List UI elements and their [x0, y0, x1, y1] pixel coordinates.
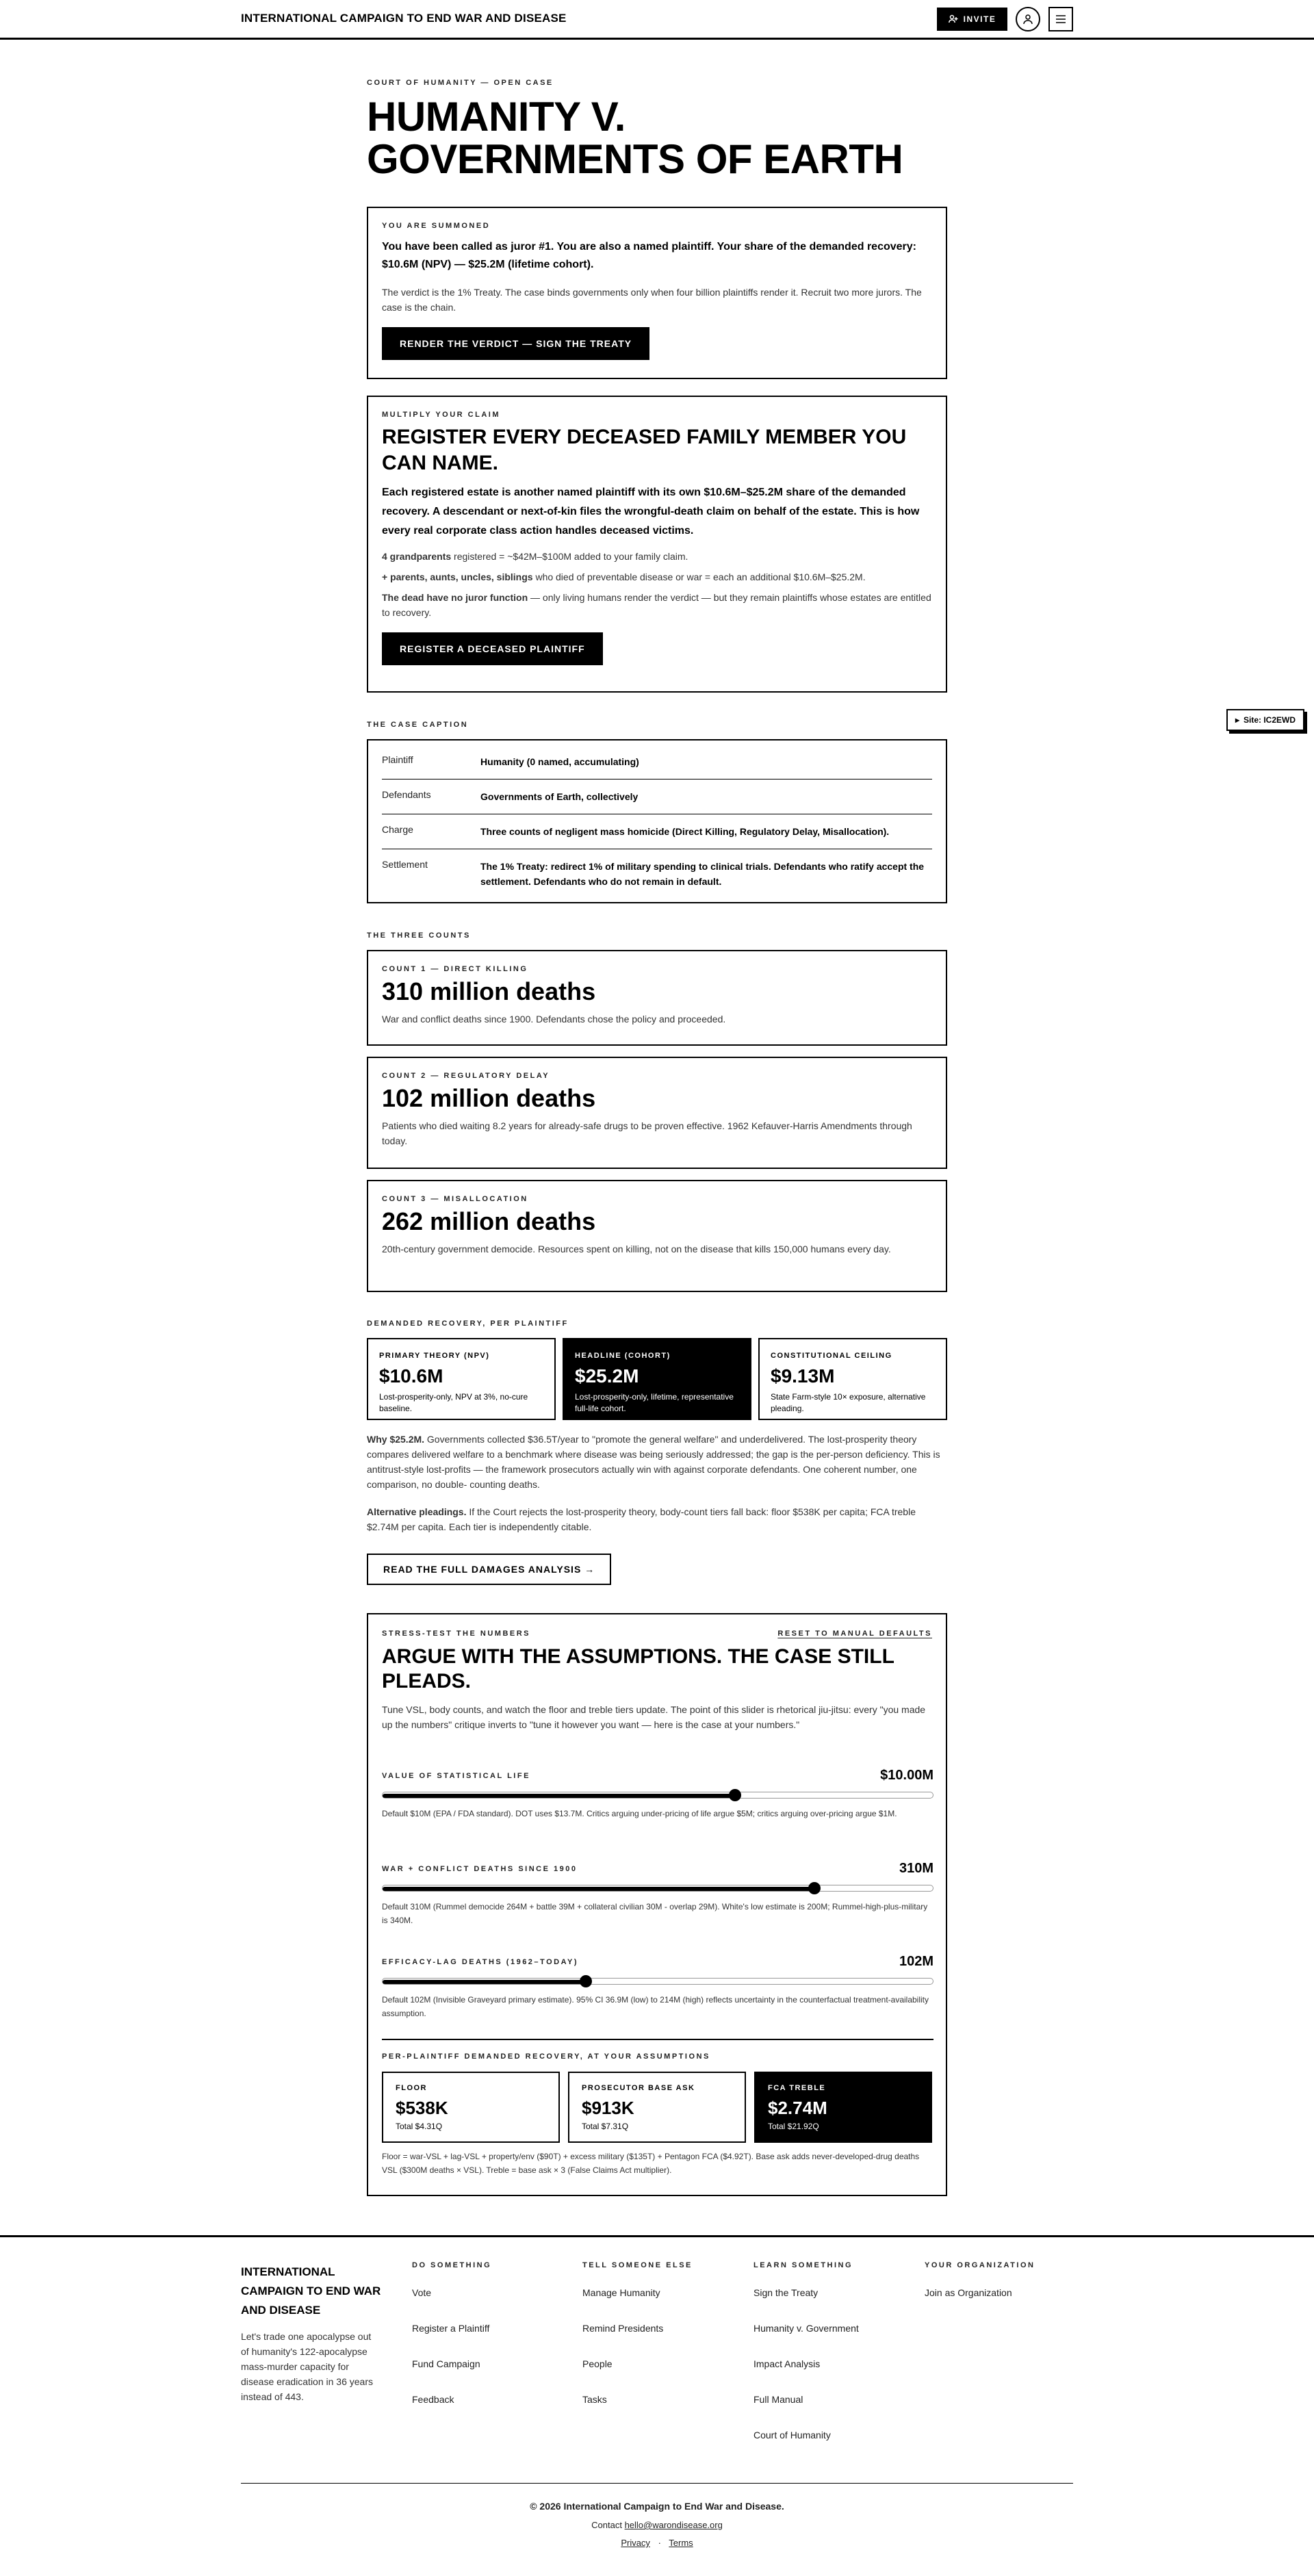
- stress-title: ARGUE WITH THE ASSUMPTIONS. THE CASE STILL PLEADS.: [382, 1645, 894, 1692]
- footer-link[interactable]: Sign the Treaty: [753, 2287, 819, 2298]
- tier-amount: $10.6M: [379, 1365, 443, 1387]
- slider-value: 310M: [899, 1861, 933, 1876]
- why-paragraph: [367, 1432, 947, 1492]
- multiply-line-1-text: registered = ~$42M–$100M added to your family claim.: [451, 551, 688, 562]
- slider-note: Default 310M (Rummel democide 264M + battle 39M + collateral civilian 30M - overlap 29M). White's low estimate is 200M; Rummel-high-plus-military is 340M.: [382, 1902, 928, 1925]
- slider-note: Default $10M (EPA / FDA standard). DOT uses $13.7M. Critics arguing under-pricing of life argue $5M; critics arguing over-pricing argue $1M.: [382, 1809, 897, 1818]
- privacy-link[interactable]: Privacy: [621, 2538, 650, 2548]
- tier-card-primary: [367, 1338, 556, 1420]
- footer-link[interactable]: Vote: [412, 2287, 432, 2298]
- legal-separator: ·: [658, 2538, 661, 2548]
- page-title-line1: HUMANITY V.: [367, 94, 626, 140]
- slider-thumb[interactable]: [808, 1882, 821, 1894]
- result-card-treble: [754, 2072, 932, 2143]
- tier-amount: $25.2M: [575, 1365, 639, 1387]
- alternative-text: If the Court rejects the lost-prosperity theory, body-count tiers fall back: floor $538K per capita; FCA treble $2.74M per capita. Each tier is independently citable.: [367, 1506, 916, 1532]
- slider-label: WAR + CONFLICT DEATHS SINCE 1900: [382, 1864, 578, 1873]
- tier-label: CONSTITUTIONAL CEILING: [771, 1352, 892, 1360]
- footer-link[interactable]: Humanity v. Government: [753, 2323, 859, 2334]
- result-total: Total $7.31Q: [582, 2122, 629, 2131]
- footer-column-title: DO SOMETHING: [412, 2261, 492, 2269]
- result-total: Total $4.31Q: [396, 2122, 443, 2131]
- hero-kicker: COURT OF HUMANITY — OPEN CASE: [367, 79, 554, 87]
- contact-line: [0, 2520, 1314, 2530]
- footer-column-title: YOUR ORGANIZATION: [925, 2261, 1035, 2269]
- invite-label: INVITE: [963, 14, 996, 24]
- menu-button[interactable]: [1048, 7, 1073, 31]
- stress-kicker: STRESS-TEST THE NUMBERS: [382, 1630, 531, 1638]
- caption-kicker: THE CASE CAPTION: [367, 721, 469, 729]
- footer-link[interactable]: Tasks: [582, 2394, 607, 2405]
- page-title: [367, 96, 903, 181]
- footer-brand[interactable]: INTERNATIONAL CAMPAIGN TO END WAR AND DISEASE: [241, 2265, 381, 2317]
- footer-column-your-organization: [925, 2261, 1075, 2323]
- footer-link[interactable]: Court of Humanity: [753, 2430, 831, 2440]
- multiply-line-3: [382, 590, 932, 620]
- count-card-2: [367, 1057, 947, 1169]
- footer-link[interactable]: Register a Plaintiff: [412, 2323, 490, 2334]
- footer-link[interactable]: Manage Humanity: [582, 2287, 660, 2298]
- recovery-kicker: DEMANDED RECOVERY, PER PLAINTIFF: [367, 1319, 569, 1328]
- result-card-floor: [382, 2072, 560, 2143]
- slider-track[interactable]: [382, 1978, 933, 1985]
- add-user-icon: [949, 14, 958, 24]
- tier-label: PRIMARY THEORY (NPV): [379, 1352, 490, 1360]
- count-kicker: COUNT 2 — REGULATORY DELAY: [382, 1072, 550, 1080]
- footer-column-do-something: [412, 2261, 563, 2430]
- multiply-line-3-text: — only living humans render the verdict — but they remain plaintiffs whose estates are entitled to recovery.: [382, 592, 931, 618]
- footer-tagline: Let's trade one apocalypse out of humanity's 122-apocalypse mass-murder capacity for disease eradication in 36 years instead of 443.: [241, 2331, 374, 2402]
- slider-war-deaths: [382, 1861, 933, 1927]
- copyright-divider: [241, 2483, 1073, 2484]
- caption-value: The 1% Treaty: redirect 1% of military spending to clinical trials. Defendants who ratify accept the settlement. Defendants who do not remain in default.: [480, 861, 925, 887]
- multiply-line-2: [382, 569, 932, 584]
- slider-fill: [383, 1980, 586, 1984]
- invite-button[interactable]: [937, 8, 1007, 31]
- why-bold: Why $25.2M.: [367, 1434, 425, 1445]
- counts-kicker: THE THREE COUNTS: [367, 931, 471, 940]
- count-description: 20th-century government democide. Resources spent on killing, not on the disease that kills 150,000 humans every day.: [382, 1244, 891, 1254]
- results-kicker: PER-PLAINTIFF DEMANDED RECOVERY, AT YOUR ASSUMPTIONS: [382, 2052, 710, 2061]
- contact-email-link[interactable]: hello@warondisease.org: [624, 2520, 723, 2530]
- slider-fill: [383, 1794, 735, 1798]
- result-amount: $913K: [582, 2098, 634, 2118]
- recovery-tiers: [367, 1338, 947, 1420]
- slider-vsl: [382, 1768, 933, 1820]
- caption-value: Three counts of negligent mass homicide (Direct Killing, Regulatory Delay, Misallocation).: [480, 826, 890, 837]
- result-card-base-ask: [568, 2072, 746, 2143]
- footer-column-title: TELL SOMEONE ELSE: [582, 2261, 693, 2269]
- tier-label: HEADLINE (COHORT): [575, 1352, 671, 1360]
- tier-card-ceiling: [758, 1338, 947, 1420]
- slider-track[interactable]: [382, 1885, 933, 1892]
- hamburger-icon: [1056, 15, 1066, 23]
- register-deceased-button[interactable]: REGISTER A DECEASED PLAINTIFF: [382, 632, 603, 665]
- reset-defaults-link[interactable]: RESET TO MANUAL DEFAULTS: [777, 1630, 932, 1638]
- slider-note: Default 102M (Invisible Graveyard primary estimate). 95% CI 36.9M (low) to 214M (high) reflects uncertainty in the counterfactual treatment-availability assumption.: [382, 1995, 929, 2018]
- multiply-line-2-bold: + parents, aunts, uncles, siblings: [382, 571, 533, 582]
- caption-value: Humanity (0 named, accumulating): [480, 756, 639, 767]
- case-caption-table: [367, 739, 947, 903]
- count-deaths: 262 million deaths: [382, 1207, 596, 1235]
- result-amount: $2.74M: [768, 2098, 827, 2118]
- site-badge[interactable]: [1226, 709, 1304, 731]
- caption-label: Settlement: [382, 859, 428, 870]
- tier-description: Lost-prosperity-only, NPV at 3%, no-cure baseline.: [379, 1392, 528, 1413]
- summons-kicker: YOU ARE SUMMONED: [382, 222, 491, 230]
- terms-link[interactable]: Terms: [669, 2538, 693, 2548]
- tier-description: Lost-prosperity-only, lifetime, representative full-life cohort.: [575, 1392, 734, 1413]
- arrow-right-icon: ▸: [1235, 715, 1239, 725]
- tier-description: State Farm-style 10× exposure, alternative pleading.: [771, 1392, 926, 1413]
- caption-label: Plaintiff: [382, 754, 413, 765]
- result-label: PROSECUTOR BASE ASK: [582, 2084, 695, 2092]
- legal-links: [0, 2538, 1314, 2548]
- multiply-line-1-bold: 4 grandparents: [382, 551, 452, 562]
- user-icon: [1022, 14, 1033, 25]
- footer-column-tell-someone: [582, 2261, 733, 2430]
- formula-note: Floor = war-VSL + lag-VSL + property/env ($90T) + excess military ($135T) + Pentagon FCA ($4.92T). Base ask adds never-developed-drug deaths VSL ($300M deaths × VSL). Treble = base ask × 3 (False Claims Act multiplier).: [382, 2152, 920, 2175]
- multiply-line-1: [382, 549, 932, 564]
- summons-card: [367, 207, 947, 379]
- footer-link[interactable]: Impact Analysis: [753, 2358, 821, 2369]
- contact-prefix: Contact: [591, 2520, 625, 2530]
- multiply-kicker: MULTIPLY YOUR CLAIM: [382, 411, 500, 419]
- site-badge-label: Site: IC2EWD: [1244, 715, 1296, 725]
- slider-thumb[interactable]: [580, 1975, 592, 1987]
- count-card-3: [367, 1180, 947, 1292]
- result-label: FCA TREBLE: [768, 2084, 826, 2092]
- slider-value: 102M: [899, 1954, 933, 1969]
- page-title-line2: GOVERNMENTS OF EARTH: [367, 136, 903, 182]
- alternative-bold: Alternative pleadings.: [367, 1506, 467, 1517]
- count-deaths: 102 million deaths: [382, 1084, 596, 1112]
- result-total: Total $21.92Q: [768, 2122, 819, 2131]
- multiply-lead: Each registered estate is another named plaintiff with its own $10.6M–$25.2M share of the demanded recovery. A descendant or next-of-kin files the wrongful-death claim on behalf of the estate. This is how every real corporate class action handles deceased victims.: [382, 487, 920, 537]
- multiply-claim-card: [367, 396, 947, 693]
- multiply-line-3-bold: The dead have no juror function: [382, 592, 528, 603]
- result-label: FLOOR: [396, 2084, 427, 2092]
- top-nav: [0, 0, 1314, 40]
- results-tiers: [382, 2072, 933, 2143]
- copyright-text: © 2026 International Campaign to End War and Disease.: [530, 2501, 784, 2512]
- sign-treaty-button[interactable]: RENDER THE VERDICT — SIGN THE TREATY: [382, 327, 649, 360]
- account-button[interactable]: [1016, 7, 1040, 31]
- caption-value: Governments of Earth, collectively: [480, 791, 639, 802]
- slider-efficacy-lag: [382, 1954, 933, 2020]
- count-kicker: COUNT 1 — DIRECT KILLING: [382, 965, 528, 973]
- count-description: War and conflict deaths since 1900. Defendants chose the policy and proceeded.: [382, 1014, 726, 1025]
- summons-body: The verdict is the 1% Treaty. The case binds governments only when four billion plaintiffs render it. Recruit two more jurors. The case is the chain.: [382, 287, 922, 313]
- caption-row-charge: [382, 814, 932, 849]
- count-kicker: COUNT 3 — MISALLOCATION: [382, 1195, 528, 1203]
- results-divider: [382, 2039, 933, 2040]
- multiply-line-2-text: who died of preventable disease or war = each an additional $10.6M–$25.2M.: [532, 571, 866, 582]
- slider-label: EFFICACY-LAG DEATHS (1962–TODAY): [382, 1957, 579, 1966]
- site-brand[interactable]: INTERNATIONAL CAMPAIGN TO END WAR AND DISEASE: [241, 12, 567, 25]
- footer-link[interactable]: Fund Campaign: [412, 2358, 480, 2369]
- footer-link[interactable]: People: [582, 2358, 613, 2369]
- footer-link[interactable]: Feedback: [412, 2394, 454, 2405]
- slider-value: $10.00M: [880, 1768, 933, 1783]
- caption-label: Charge: [382, 824, 413, 835]
- count-description: Patients who died waiting 8.2 years for already-safe drugs to be proven effective. 1962 Kefauver-Harris Amendments through today.: [382, 1120, 912, 1146]
- alternative-paragraph: [367, 1504, 947, 1534]
- slider-label: VALUE OF STATISTICAL LIFE: [382, 1771, 530, 1780]
- stress-test-card: [367, 1613, 947, 2196]
- footer-column-learn-something: [753, 2261, 904, 2465]
- why-text: Governments collected $36.5T/year to "promote the general welfare" and underdelivered. The lost-prosperity theory compares delivered welfare to a benchmark where disease was being seriously addressed; the gap is the per-person deficiency. This is antitrust-style lost-profits — the framework prosecutors actually win with against corporate defendants. One coherent number, one comparison, no double- counting deaths.: [367, 1434, 940, 1490]
- caption-label: Defendants: [382, 789, 431, 800]
- footer-link[interactable]: Remind Presidents: [582, 2323, 664, 2334]
- slider-thumb[interactable]: [729, 1789, 741, 1801]
- count-card-1: [367, 950, 947, 1046]
- summons-lead: You have been called as juror #1. You are also a named plaintiff. Your share of the demanded recovery: $10.6M (NPV) — $25.2M (lifetime cohort).: [382, 241, 916, 270]
- slider-fill: [383, 1887, 814, 1891]
- multiply-title: REGISTER EVERY DECEASED FAMILY MEMBER YOU CAN NAME.: [382, 426, 907, 474]
- slider-track[interactable]: [382, 1792, 933, 1799]
- footer-divider: [0, 2235, 1314, 2237]
- caption-row-defendants: [382, 780, 932, 814]
- stress-intro: Tune VSL, body counts, and watch the floor and treble tiers update. The point of this slider is rhetorical jiu-jitsu: every "you made up the numbers" critique inverts to "tune it however you want — here is the case at your numbers.": [382, 1704, 926, 1730]
- tier-card-headline: [563, 1338, 751, 1420]
- damages-analysis-button[interactable]: READ THE FULL DAMAGES ANALYSIS →: [367, 1554, 611, 1585]
- count-deaths: 310 million deaths: [382, 977, 596, 1005]
- caption-row-settlement: [382, 849, 932, 899]
- result-amount: $538K: [396, 2098, 448, 2118]
- caption-row-plaintiff: [382, 745, 932, 780]
- tier-amount: $9.13M: [771, 1365, 835, 1387]
- footer-link[interactable]: Full Manual: [753, 2394, 803, 2405]
- footer-column-title: LEARN SOMETHING: [753, 2261, 853, 2269]
- footer-link[interactable]: Join as Organization: [925, 2287, 1012, 2298]
